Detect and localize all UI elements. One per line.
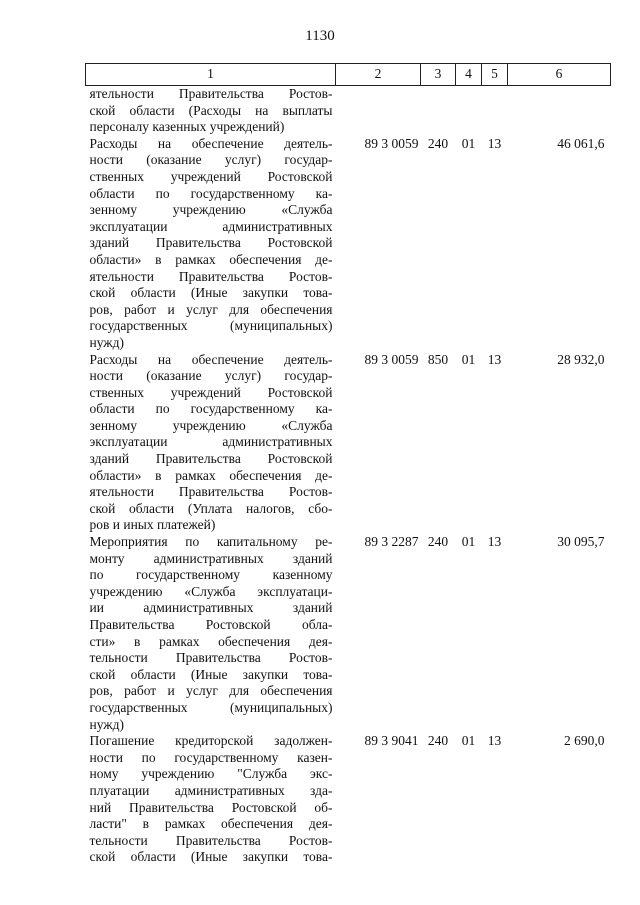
- row-name-line: ской области (Иные закупки това-: [89, 849, 333, 865]
- row-name-line: ственных учреждений Ростовской: [89, 384, 333, 400]
- table-row: [86, 534, 611, 733]
- row-name-line: монту административных зданий: [89, 550, 333, 566]
- row-name-line: зенному учреждению «Служба: [89, 202, 333, 218]
- row-name-line: ятельности Правительства Ростов-: [89, 268, 333, 284]
- subsection-cell: 13: [487, 135, 502, 151]
- row-name-line: ственных учреждений Ростовской: [89, 168, 333, 184]
- amount-cell: [508, 86, 611, 136]
- row-name-line: государственных (муниципальных): [89, 318, 333, 334]
- row-name-line: ласти" в рамках обеспечения дея-: [89, 816, 333, 832]
- row-name-line: зданий Правительства Ростовской: [89, 235, 333, 251]
- row-name-line: области» в рамках обеспечения де-: [89, 467, 333, 483]
- section-cell: 01: [461, 534, 476, 550]
- row-name-line: Мероприятия по капитальному ре-: [89, 534, 333, 550]
- row-name-cell: [86, 733, 336, 866]
- row-name-line: ской области (Иные закупки това-: [89, 285, 333, 301]
- row-name-line: по государственному казенному: [89, 567, 333, 583]
- row-name-line: Погашение кредиторской задолжен-: [89, 733, 333, 749]
- amount-cell: 2 690,0: [564, 733, 605, 749]
- row-name-cell: [86, 352, 336, 535]
- subsection-cell: [482, 86, 508, 136]
- row-name-cell: [86, 86, 336, 136]
- row-name-line: ний Правительства Ростовской об-: [89, 799, 333, 815]
- row-name-line: тельности Правительства Ростов-: [89, 832, 333, 848]
- expense-type-cell: 850: [427, 351, 449, 367]
- column-header-3: 3: [421, 64, 456, 86]
- row-name-line: Правительства Ростовской обла-: [89, 617, 333, 632]
- column-header-1: 1: [86, 64, 336, 86]
- row-name-line: ской области (Уплата налогов, сбо-: [89, 500, 333, 516]
- column-number-header-row: [86, 64, 611, 86]
- subsection-cell: 13: [487, 733, 502, 749]
- row-name-line: нужд): [89, 334, 124, 350]
- row-name-line: нужд): [89, 716, 124, 732]
- expense-type-cell: 240: [427, 733, 449, 749]
- row-name-line: эксплуатации административных: [89, 434, 333, 450]
- column-header-6: 6: [508, 64, 611, 86]
- target-article-code-cell: 89 3 0059: [364, 135, 419, 151]
- page-number: 1130: [305, 28, 335, 44]
- row-name-line: зенному учреждению «Служба: [89, 417, 333, 433]
- subsection-cell: 13: [487, 534, 502, 550]
- row-name-line: сти» в рамках обеспечения дея-: [89, 633, 333, 649]
- amount-cell: 46 061,6: [557, 135, 605, 151]
- row-name-line: ров, работ и услуг для обеспечения: [89, 301, 333, 317]
- row-name-line: области по государственному ка-: [89, 401, 333, 417]
- expense-type-cell: 240: [427, 135, 449, 151]
- target-article-code-cell: 89 3 0059: [364, 351, 419, 367]
- column-header-4: 4: [456, 64, 482, 86]
- table-row: [86, 733, 611, 866]
- target-article-code-cell: [336, 86, 421, 136]
- expense-type-cell: [421, 86, 456, 136]
- table-body: [86, 86, 611, 866]
- row-name-line: ии административных зданий: [89, 600, 333, 616]
- amount-cell: 30 095,7: [557, 534, 605, 550]
- row-name-line: ской области (Расходы на выплаты: [89, 102, 333, 118]
- row-name-line: ров, работ и услуг для обеспечения: [89, 683, 333, 699]
- row-name-line: ности (оказание услуг) государ-: [89, 152, 333, 168]
- row-name-line: Расходы на обеспечение деятель-: [89, 351, 333, 367]
- subsection-cell: 13: [487, 351, 502, 367]
- row-name-line: Расходы на обеспечение деятель-: [89, 135, 333, 151]
- row-name-line: ному учреждению "Служба экс-: [89, 766, 333, 782]
- row-name-line: области» в рамках обеспечения де-: [89, 251, 333, 267]
- row-name-line: зданий Правительства Ростовской: [89, 451, 333, 467]
- row-name-line: ятельности Правительства Ростов-: [89, 86, 333, 101]
- amount-cell: 28 932,0: [557, 351, 605, 367]
- row-name-line: ности (оказание услуг) государ-: [89, 368, 333, 384]
- row-name-line: учреждению «Служба эксплуатаци-: [89, 583, 333, 599]
- row-name-line: области по государственному ка-: [89, 185, 333, 201]
- row-name-line: ятельности Правительства Ростов-: [89, 484, 333, 500]
- row-name-line: государственных (муниципальных): [89, 699, 333, 715]
- row-name-cell: [86, 136, 336, 352]
- expense-type-cell: 240: [427, 534, 449, 550]
- section-cell: 01: [461, 135, 476, 151]
- table-row: [86, 352, 611, 535]
- column-header-2: 2: [336, 64, 421, 86]
- budget-table: [85, 63, 611, 866]
- section-cell: [456, 86, 482, 136]
- target-article-code-cell: 89 3 9041: [364, 733, 419, 749]
- column-header-5: 5: [482, 64, 508, 86]
- row-name-line: плуатации административных зда-: [89, 782, 333, 798]
- section-cell: 01: [461, 351, 476, 367]
- row-name-line: ской области (Иные закупки това-: [89, 666, 333, 682]
- row-name-line: персоналу казенных учреждений): [89, 119, 285, 135]
- row-name-line: ности по государственному казен-: [89, 749, 333, 765]
- row-name-line: тельности Правительства Ростов-: [89, 650, 333, 666]
- row-name-cell: [86, 534, 336, 733]
- row-name-line: эксплуатации административных: [89, 218, 333, 234]
- section-cell: 01: [461, 733, 476, 749]
- target-article-code-cell: 89 3 2287: [364, 534, 419, 550]
- table-row: [86, 136, 611, 352]
- row-name-line: ров и иных платежей): [89, 517, 216, 533]
- table-row: [86, 86, 611, 136]
